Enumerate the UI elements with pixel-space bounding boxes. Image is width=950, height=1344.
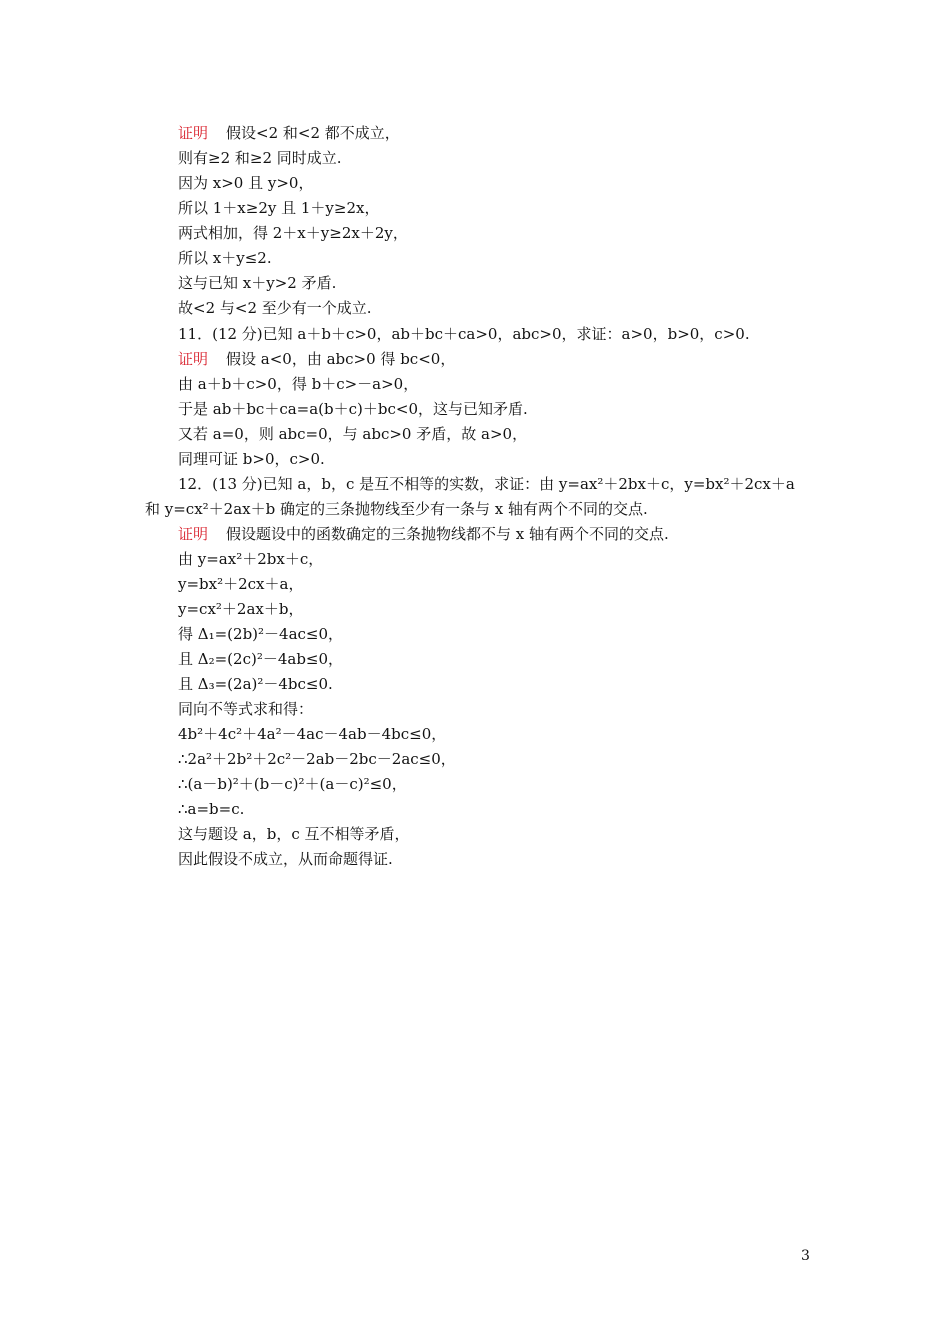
text-line: ∴2a²＋2b²＋2c²－2ab－2bc－2ac≤0， [178,750,456,768]
text-line: 假设 a<0，由 abc>0 得 bc<0， [226,350,456,368]
proof-line [178,524,669,544]
text-line: 假设题设中的函数确定的三条抛物线都不与 x 轴有两个不同的交点. [226,525,669,543]
text-line: 由 a＋b＋c>0，得 b＋c>－a>0， [178,375,419,393]
problem-12: 12．(13 分)已知 a，b，c 是互不相等的实数，求证：由 y=ax²＋2bx＋c，y=bx²＋2cx＋a [178,475,795,493]
text-line: 因此假设不成立，从而命题得证. [178,850,393,868]
proof-label: 证明 [178,124,209,142]
text-line: 同理可证 b>0，c>0. [178,450,325,468]
problem-11: 11．(12 分)已知 a＋b＋c>0，ab＋bc＋ca>0，abc>0，求证：a>0，b>0，c>0. [178,325,750,343]
text-line: 这与已知 x＋y>2 矛盾. [178,274,337,292]
text-line: ∴a=b=c. [178,800,245,818]
text-line: 两式相加，得 2＋x＋y≥2x＋2y， [178,224,408,242]
proof-line [178,123,400,143]
text-line: 且 Δ₂=(2c)²－4ab≤0， [178,650,344,668]
text-line: 于是 ab＋bc＋ca=a(b＋c)＋bc<0，这与已知矛盾. [178,400,528,418]
text-line: ∴(a－b)²＋(b－c)²＋(a－c)²≤0， [178,775,407,793]
text-line: 假设<2 和<2 都不成立， [226,124,400,142]
text-line: 这与题设 a，b，c 互不相等矛盾， [178,825,410,843]
text-line: 所以 x＋y≤2. [178,249,272,267]
text-line: y=cx²＋2ax＋b， [178,600,304,618]
text-line: y=bx²＋2cx＋a， [178,575,304,593]
text-line: 由 y=ax²＋2bx＋c， [178,550,324,568]
text-line: 则有≥2 和≥2 同时成立. [178,149,342,167]
text-line: 又若 a=0，则 abc=0，与 abc>0 矛盾，故 a>0， [178,425,528,443]
text-line: 4b²＋4c²＋4a²－4ac－4ab－4bc≤0， [178,725,447,743]
text-line: 所以 1＋x≥2y 且 1＋y≥2x， [178,199,380,217]
text-line: 得 Δ₁=(2b)²－4ac≤0， [178,625,344,643]
page-number: 3 [801,1248,810,1264]
text-line: 同向不等式求和得： [178,700,314,718]
proof-line [178,349,455,369]
text-line: 因为 x>0 且 y>0， [178,174,314,192]
problem-12-cont: 和 y=cx²＋2ax＋b 确定的三条抛物线至少有一条与 x 轴有两个不同的交点. [145,500,648,518]
text-line: 且 Δ₃=(2a)²－4bc≤0. [178,675,333,693]
text-line: 故<2 与<2 至少有一个成立. [178,299,372,317]
proof-label: 证明 [178,525,209,543]
proof-label: 证明 [178,350,209,368]
